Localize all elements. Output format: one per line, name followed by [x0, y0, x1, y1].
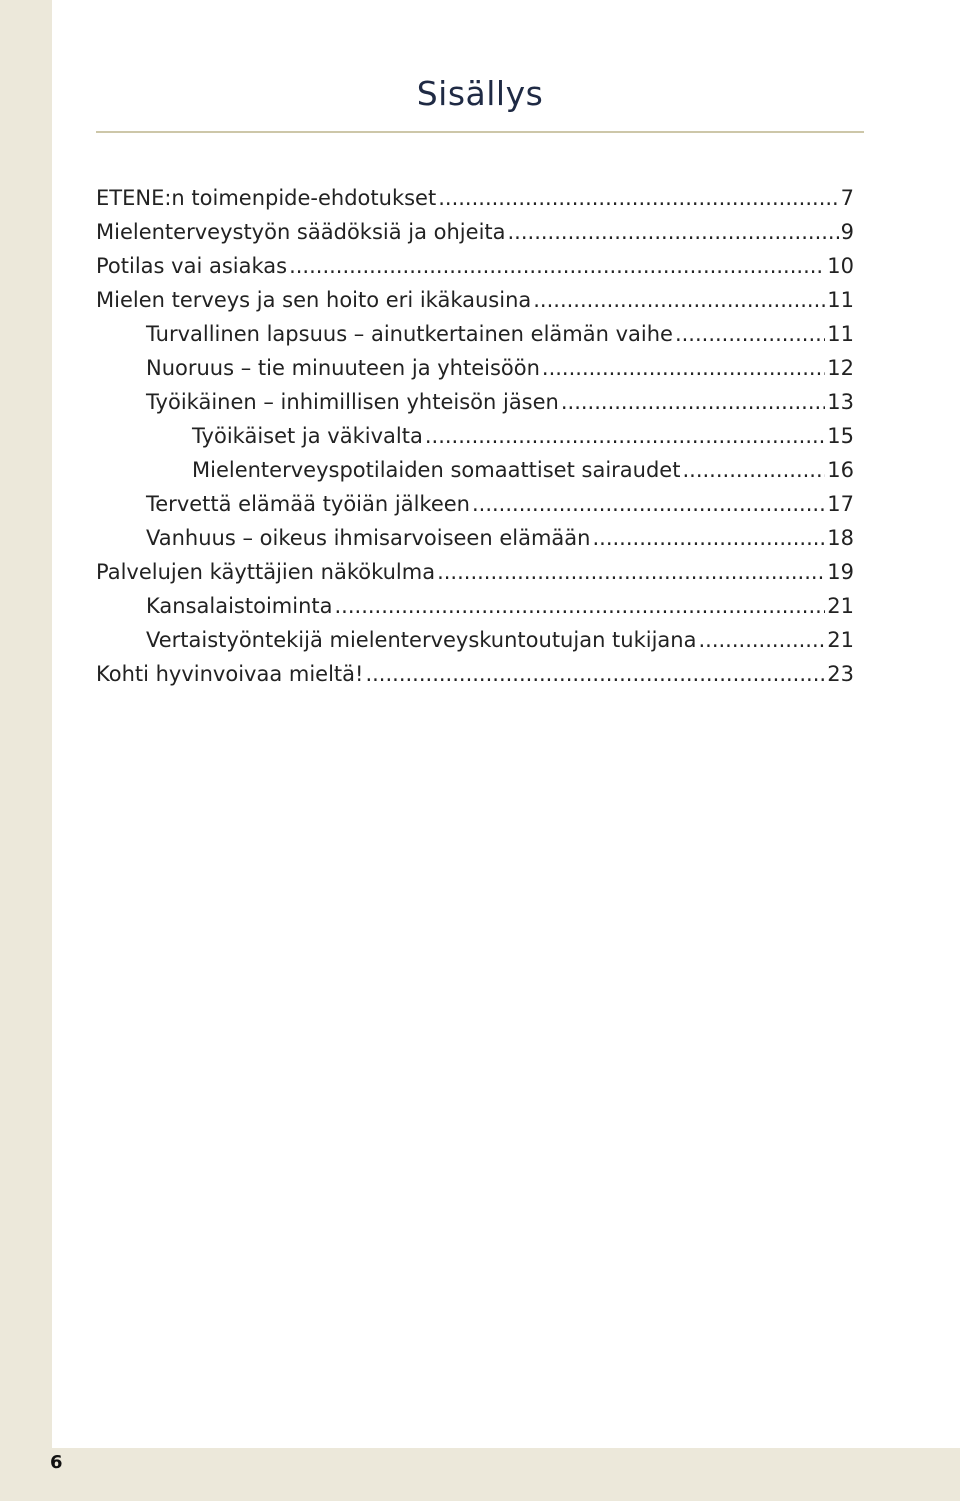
toc-entry[interactable] [96, 356, 854, 390]
toc-leader-dots [365, 662, 825, 686]
toc-entry-title: Turvallinen lapsuus – ainutkertainen elämän vaihe [146, 322, 673, 346]
toc-entry[interactable] [96, 424, 854, 458]
toc-entry-title: Kansalaistoiminta [146, 594, 333, 618]
toc-entry-page: 18 [827, 526, 854, 550]
toc-leader-dots [289, 254, 825, 278]
toc-entry-title: ETENE:n toimenpide-ehdotukset [96, 186, 437, 210]
toc-entry[interactable] [96, 492, 854, 526]
toc-entry-title: Työikäiset ja väkivalta [192, 424, 423, 448]
toc-leader-dots [438, 186, 838, 210]
toc-entry-title: Työikäinen – inhimillisen yhteisön jäsen [146, 390, 559, 414]
toc-leader-dots [698, 628, 825, 652]
toc-leader-dots [675, 322, 825, 346]
toc-leader-dots [592, 526, 825, 550]
toc-entry[interactable] [96, 254, 854, 288]
toc-entry[interactable] [96, 560, 854, 594]
toc-entry-page: 10 [827, 254, 854, 278]
toc-entry-title: Mielenterveyspotilaiden somaattiset sairaudet [192, 458, 681, 482]
toc-entry-title: Mielenterveystyön säädöksiä ja ohjeita [96, 220, 506, 244]
toc-entry[interactable] [96, 288, 854, 322]
toc-leader-dots [533, 288, 825, 312]
toc-entry-page: 11 [827, 322, 854, 346]
toc-entry-page: 12 [827, 356, 854, 380]
toc-leader-dots [682, 458, 825, 482]
toc-entry-page: 23 [827, 662, 854, 686]
toc-entry-page: 15 [827, 424, 854, 448]
heading-divider [96, 131, 864, 133]
toc-entry-page: 21 [827, 594, 854, 618]
toc-entry-title: Vertaistyöntekijä mielenterveyskuntoutujan tukijana [146, 628, 697, 652]
toc-entry-title: Potilas vai asiakas [96, 254, 288, 278]
toc-entry[interactable] [96, 322, 854, 356]
toc-entry-title: Vanhuus – oikeus ihmisarvoiseen elämään [146, 526, 591, 550]
toc-entry-title: Tervettä elämää työiän jälkeen [146, 492, 470, 516]
toc-entry-title: Mielen terveys ja sen hoito eri ikäkausina [96, 288, 532, 312]
toc-entry[interactable] [96, 662, 854, 696]
toc-entry-page: 13 [827, 390, 854, 414]
page-number: 6 [50, 1452, 63, 1473]
toc-leader-dots [542, 356, 825, 380]
toc-leader-dots [508, 220, 839, 244]
toc-entry[interactable] [96, 594, 854, 628]
toc-entry-title: Nuoruus – tie minuuteen ja yhteisöön [146, 356, 540, 380]
toc-entry-page: 17 [827, 492, 854, 516]
toc-leader-dots [335, 594, 826, 618]
toc-leader-dots [437, 560, 825, 584]
toc-entry-page: 21 [827, 628, 854, 652]
page-title: Sisällys [416, 74, 544, 113]
toc-leader-dots [425, 424, 825, 448]
toc-entry[interactable] [96, 458, 854, 492]
toc-entry[interactable] [96, 628, 854, 662]
toc-entry-page: 11 [827, 288, 854, 312]
toc-entry-page: 16 [827, 458, 854, 482]
toc-entry[interactable] [96, 390, 854, 424]
toc-entry[interactable] [96, 220, 854, 254]
toc-entry[interactable] [96, 526, 854, 560]
toc-entry-page: 19 [827, 560, 854, 584]
toc-leader-dots [472, 492, 825, 516]
toc-entry-title: Kohti hyvinvoivaa mieltä! [96, 662, 364, 686]
toc-entry-page: 9 [840, 220, 854, 244]
toc-entry-page: 7 [840, 186, 854, 210]
toc-entry-title: Palvelujen käyttäjien näkökulma [96, 560, 436, 584]
toc-leader-dots [561, 390, 825, 414]
toc-entry[interactable] [96, 186, 854, 220]
table-of-contents [96, 186, 854, 696]
